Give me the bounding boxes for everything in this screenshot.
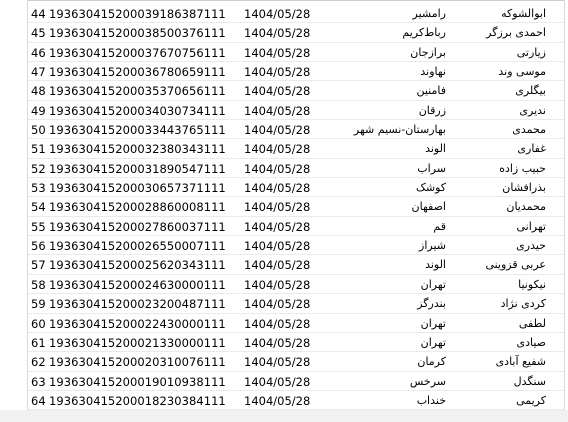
- row-number: 54: [31, 200, 46, 215]
- tracking-code: 193630415200036780659111: [49, 65, 226, 80]
- date-cell: 1404/05/28: [244, 142, 311, 157]
- row-number: 56: [31, 239, 46, 254]
- table-row: [0, 139, 568, 158]
- row-number: 47: [31, 65, 46, 80]
- city-cell: اصفهان: [411, 200, 446, 214]
- tracking-code: 193630415200028860008111: [49, 200, 226, 215]
- city-cell: الوند: [425, 142, 446, 156]
- surname-cell: شفیع آبادی: [495, 355, 546, 369]
- tracking-code: 193630415200022430000111: [49, 316, 226, 331]
- tracking-code: 193630415200031890547111: [49, 161, 226, 176]
- records-table: [0, 4, 568, 410]
- row-number: 59: [31, 297, 46, 312]
- date-cell: 1404/05/28: [244, 161, 311, 176]
- row-number: 57: [31, 258, 46, 273]
- city-cell: سراب: [417, 161, 446, 175]
- city-cell: کرمان: [417, 355, 446, 369]
- date-cell: 1404/05/28: [244, 258, 311, 273]
- row-number: 44: [31, 7, 46, 21]
- surname-cell: غفاری: [517, 142, 546, 156]
- table-row: [0, 101, 568, 120]
- surname-cell: نیکونیا: [518, 277, 546, 291]
- date-cell: 1404/05/28: [244, 123, 311, 138]
- tracking-code: 193630415200037670756111: [49, 45, 226, 60]
- table-row: [0, 255, 568, 274]
- row-number: 60: [31, 316, 46, 331]
- city-cell: خنداب: [416, 393, 446, 407]
- surname-cell: کریمی: [516, 393, 546, 407]
- row-number: 53: [31, 181, 46, 196]
- date-cell: 1404/05/28: [244, 7, 311, 21]
- city-cell: فامنین: [416, 84, 446, 98]
- city-cell: بندرگز: [417, 297, 446, 311]
- table-row: [0, 62, 568, 81]
- row-number: 62: [31, 355, 46, 370]
- row-number: 48: [31, 84, 46, 99]
- table-top-border: [27, 0, 565, 1]
- tracking-code: 193630415200023200487111: [49, 297, 226, 312]
- tracking-code: 193630415200020310076111: [49, 355, 226, 370]
- table-row: [0, 217, 568, 236]
- row-number: 63: [31, 374, 46, 389]
- tracking-code: 19363041520003918638711​1: [49, 7, 226, 21]
- tracking-code: 193630415200032380343111: [49, 142, 226, 157]
- date-cell: 1404/05/28: [244, 297, 311, 312]
- tracking-code: 193630415200030657371111: [49, 181, 226, 196]
- surname-cell: لطفی: [518, 316, 546, 330]
- table-row: [0, 23, 568, 42]
- city-cell: تهران: [420, 316, 446, 330]
- row-number: 51: [31, 142, 46, 157]
- table-row: [0, 197, 568, 216]
- row-number: 50: [31, 123, 46, 138]
- table-row: [0, 333, 568, 352]
- date-cell: 1404/05/28: [244, 219, 311, 234]
- city-cell: بهارستان-نسیم شهر: [353, 123, 446, 137]
- tracking-code: 193630415200021330000111: [49, 335, 226, 350]
- city-cell: شیراز: [419, 239, 446, 253]
- date-cell: 1404/05/28: [244, 84, 311, 99]
- city-cell: سرخس: [409, 374, 446, 388]
- table-row: [0, 4, 568, 23]
- row-number: 58: [31, 277, 46, 292]
- surname-cell: بذرافشان: [502, 181, 546, 195]
- date-cell: 1404/05/28: [244, 65, 311, 80]
- surname-cell: احمدی برزگر: [486, 26, 546, 40]
- surname-cell: ندیری: [519, 103, 546, 117]
- surname-cell: سنگدل: [513, 374, 546, 388]
- row-number: 61: [31, 335, 46, 350]
- page-bottom-edge: [0, 410, 568, 422]
- table-row: [0, 275, 568, 294]
- surname-cell: بیگلری: [515, 84, 546, 98]
- table-row: [0, 294, 568, 313]
- surname-cell: تهرانی: [516, 219, 546, 233]
- date-cell: 1404/05/28: [244, 277, 311, 292]
- table-row: [0, 236, 568, 255]
- city-cell: زرقان: [418, 103, 446, 117]
- surname-cell: عربی قزوینی: [485, 258, 546, 272]
- table-row: [0, 391, 568, 410]
- row-number: 49: [31, 103, 46, 118]
- tracking-code: 193630415200019010938111: [49, 374, 226, 389]
- table-row: [0, 372, 568, 391]
- surname-cell: محمدی: [512, 123, 546, 137]
- surname-cell: حیدری: [516, 239, 546, 253]
- surname-cell: ابوالشوکه: [501, 7, 546, 20]
- date-cell: 1404/05/28: [244, 26, 311, 41]
- row-number: 52: [31, 161, 46, 176]
- surname-cell: موسی وند: [498, 65, 546, 79]
- tracking-code: 193630415200018230384111: [49, 393, 226, 408]
- table-row: [0, 314, 568, 333]
- city-cell: برازجان: [410, 45, 446, 59]
- tracking-code: 193630415200038500376111: [49, 26, 226, 41]
- city-cell: الوند: [425, 258, 446, 272]
- city-cell: قم: [433, 219, 446, 233]
- row-number: 46: [31, 45, 46, 60]
- tracking-code: 193630415200026550007111: [49, 239, 226, 254]
- date-cell: 1404/05/28: [244, 181, 311, 196]
- date-cell: 1404/05/28: [244, 239, 311, 254]
- surname-cell: کردی نژاد: [500, 297, 546, 311]
- city-cell: تهران: [420, 335, 446, 349]
- city-cell: رباط‌کریم: [402, 26, 446, 40]
- date-cell: 1404/05/28: [244, 200, 311, 215]
- table-row: [0, 120, 568, 139]
- city-cell: نهاوند: [420, 65, 446, 79]
- surname-cell: زیارتی: [516, 45, 546, 59]
- date-cell: 1404/05/28: [244, 103, 311, 118]
- row-number: 55: [31, 219, 46, 234]
- date-cell: 1404/05/28: [244, 335, 311, 350]
- date-cell: 1404/05/28: [244, 374, 311, 389]
- tracking-code: 193630415200025620343111: [49, 258, 226, 273]
- date-cell: 1404/05/28: [244, 393, 311, 408]
- row-number: 64: [31, 393, 46, 408]
- row-number: 45: [31, 26, 46, 41]
- table-row: [0, 43, 568, 62]
- city-cell: تهران: [420, 277, 446, 291]
- tracking-code: 193630415200034030734111: [49, 103, 226, 118]
- date-cell: 1404/05/28: [244, 316, 311, 331]
- city-cell: رامشیر: [412, 7, 446, 20]
- surname-cell: محمدیان: [506, 200, 546, 214]
- tracking-code: 193630415200033443765111: [49, 123, 226, 138]
- tracking-code: 193630415200035370656111: [49, 84, 226, 99]
- city-cell: کوشک: [416, 181, 446, 195]
- tracking-code: 193630415200027860037111: [49, 219, 226, 234]
- date-cell: 1404/05/28: [244, 355, 311, 370]
- table-row: [0, 81, 568, 100]
- table-row: [0, 178, 568, 197]
- surname-cell: حبیب زاده: [499, 161, 546, 175]
- date-cell: 1404/05/28: [244, 45, 311, 60]
- surname-cell: صیادی: [516, 335, 546, 349]
- tracking-code: 193630415200024630000111: [49, 277, 226, 292]
- table-row: [0, 159, 568, 178]
- table-row: [0, 352, 568, 371]
